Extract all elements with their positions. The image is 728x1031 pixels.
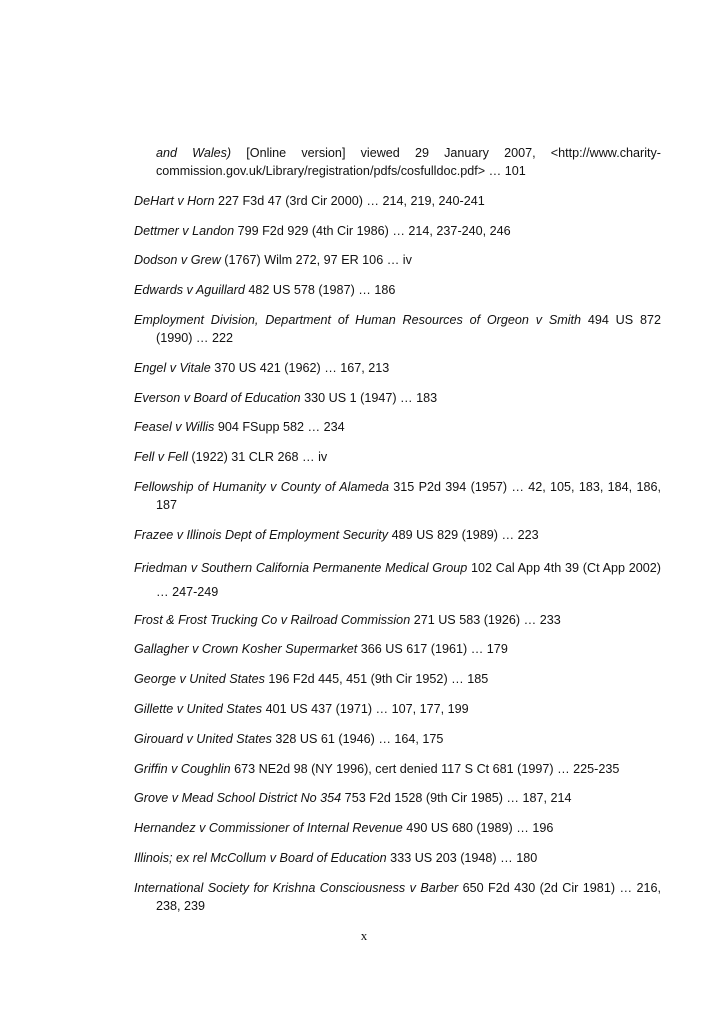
case-citation: 227 F3d 47 (3rd Cir 2000) … 214, 219, 240-241 [214,193,485,208]
case-citation: 196 F2d 445, 451 (9th Cir 1952) … 185 [264,672,489,687]
case-entry [134,879,661,915]
case-citation: 370 US 421 (1962) … 167, 213 [210,360,390,375]
case-citation: 333 US 203 (1948) … 180 [386,850,538,865]
case-name: Grove v Mead School District No 354 [134,791,342,806]
case-entry [134,281,661,299]
case-entry [134,670,661,688]
case-name: George v United States [134,672,265,687]
case-citation: 753 F2d 1528 (9th Cir 1985) … 187, 214 [341,791,572,806]
case-citation: 673 NE2d 98 (NY 1996), cert denied 117 S Ct 681 (1997) … 225-235 [230,761,620,776]
case-name: Everson v Board of Education [134,390,301,405]
case-entry [134,556,661,604]
case-citation: 366 US 617 (1961) … 179 [357,642,508,657]
case-entry [134,222,661,240]
case-entry [134,359,661,377]
case-entry [134,730,661,748]
case-name: Edwards v Aguillard [134,283,245,298]
case-entry [134,418,661,436]
case-name: and Wales) [156,146,232,160]
case-citation: [Online version] viewed 29 January 2007, <http://www.charity-commission.gov.uk/Library/registration/pdfs/cosfulldoc.pdf> … 101 [156,146,661,178]
case-citation: 650 F2d 430 (2d Cir 1981) … 216, 238, 239 [156,880,661,913]
case-entry [134,144,661,180]
case-entry [134,700,661,718]
case-citation: 328 US 61 (1946) … 164, 175 [271,731,444,746]
case-entry [134,640,661,658]
case-entry [134,251,661,269]
case-citation: 330 US 1 (1947) … 183 [300,390,438,405]
case-name: Fellowship of Humanity v County of Alameda [134,479,389,494]
case-entry [134,611,661,629]
case-name: Dodson v Grew [134,253,221,268]
case-name: Hernandez v Commissioner of Internal Revenue [134,821,403,836]
case-name: Illinois; ex rel McCollum v Board of Education [134,850,387,865]
case-entry [134,389,661,407]
case-name: DeHart v Horn [134,193,215,208]
case-citation: 904 FSupp 582 … 234 [214,420,345,435]
case-entry [134,526,661,544]
case-name: Friedman v Southern California Permanente Medical Group [134,560,468,575]
case-name: Gillette v United States [134,701,263,716]
case-citation: (1767) Wilm 272, 97 ER 106 … iv [220,253,412,268]
case-citation: 799 F2d 929 (4th Cir 1986) … 214, 237-240, 246 [234,223,511,238]
case-citation: 482 US 578 (1987) … 186 [244,283,396,298]
case-name: Engel v Vitale [134,360,211,375]
case-entry [134,819,661,837]
case-name: Frost & Frost Trucking Co v Railroad Commission [134,612,411,627]
case-name: Feasel v Willis [134,420,215,435]
case-citation: 489 US 829 (1989) … 223 [388,527,539,542]
case-citation: 490 US 680 (1989) … 196 [402,821,554,836]
case-name: Frazee v Illinois Dept of Employment Security [134,527,389,542]
case-citation: 271 US 583 (1926) … 233 [410,612,561,627]
table-of-cases [134,144,661,927]
case-name: Griffin v Coughlin [134,761,231,776]
case-citation: 401 US 437 (1971) … 107, 177, 199 [262,701,469,716]
case-entry [134,760,661,778]
case-citation: 102 Cal App 4th 39 (Ct App 2002) … 247-249 [156,560,661,599]
case-name: Fell v Fell [134,450,188,465]
case-entry [134,478,661,514]
case-entry [134,311,661,347]
case-entry [134,789,661,807]
case-name: Dettmer v Landon [134,223,235,238]
case-name: Girouard v United States [134,731,272,746]
case-name: Gallagher v Crown Kosher Supermarket [134,642,358,657]
case-citation: (1922) 31 CLR 268 … iv [187,450,328,465]
case-entry [134,849,661,867]
case-name: International Society for Krishna Consciousness v Barber [134,880,459,895]
case-name: Employment Division, Department of Human Resources of Orgeon v Smith [134,312,582,327]
page-number: x [360,928,368,943]
case-citation: 494 US 872 (1990) … 222 [156,312,661,345]
case-entry [134,192,661,210]
case-entry [134,448,661,466]
case-citation: 315 P2d 394 (1957) … 42, 105, 183, 184, 186, 187 [156,479,661,512]
